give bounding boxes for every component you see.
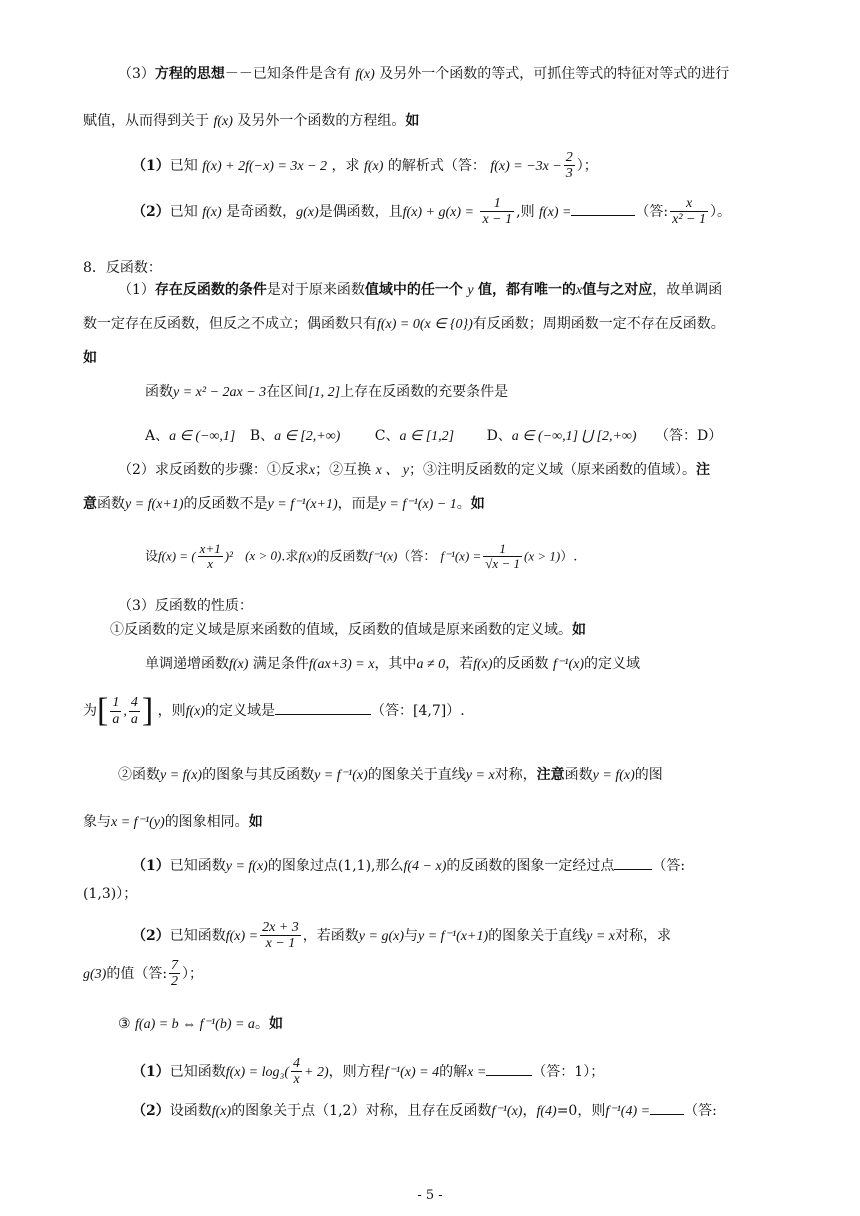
ex4-m2: y = g(x) [358,928,404,944]
s8-2-m3: y = f⁻¹(x) − 1 [379,497,457,512]
s8-2-m2: y = f⁻¹(x+1) [267,497,338,512]
ex5-t3: 的解 [439,1063,468,1080]
s8-3-w2m: f(x) [185,704,206,719]
s8-1-q2: 在区间 [266,384,309,400]
s8-1-options [145,428,722,446]
s8-3-q-line2: 为[ $\frac{1}{a}$ , $\frac{4}{a}$ ] ，则f(x)的定义域是 （答：[4,7]）. [83,692,465,729]
ex4-t5: 对称，求 [615,927,671,944]
s8-3-p2m5: x = f⁻¹(y) [111,815,165,830]
s8-2-afrac [483,542,522,572]
ex1-end: ）； [576,157,598,174]
s8-2-e12: ）. [560,549,578,565]
interval-frac-2 [129,695,140,727]
s8-1-b3: 值，都有唯一的 [478,282,577,298]
ex6-m4: f⁻¹(4) = [605,1104,651,1119]
ex6-t5: （答: [684,1103,717,1119]
ex1-t2: ，求 [331,157,360,174]
s8-3-p2note: 注意 [536,767,565,783]
ex6-m2: f⁻¹(x) [491,1104,523,1119]
s8-3-w4: （答：[4,7]）. [371,703,465,719]
s8-3c-line [118,1016,283,1034]
ex2-fx: f(x) [202,204,222,220]
ex5-num: （1） [132,1063,170,1080]
s8-3-p2g: 象与 [83,814,111,830]
ex3-t2: 的图象过点(1,1),那么 [267,858,404,874]
ex6-t3: ， [522,1103,537,1119]
s8-3-p2m4: y = f(x) [592,768,635,783]
ex4-end: ）； [182,965,204,982]
s8-1-qf: y = x² − 2ax − 3 [173,385,267,400]
s8-1-line2m: f(x) = 0(x ∈ {0}) [377,317,473,332]
ex4-m5: g(3) [83,966,107,982]
s8-3-ru2: 如 [248,814,263,830]
ex3-t4: （答: [652,858,686,874]
ex2-t5: f(x) = [539,204,572,220]
s8-2-afrac-num: 1 [483,542,522,557]
ex3-num: （1） [132,858,170,874]
ex4-t4: 的图象关于直线 [488,927,587,944]
s8-3-q4m: f(x) [473,657,493,672]
ex4-num: （2） [132,927,170,944]
ex1-t1: 已知 [169,157,198,174]
ex6-m3: f(4) [536,1104,557,1119]
s8-2-e7: 的反函数 [316,549,369,565]
ex2-t3: 是偶函数，且 [318,203,403,220]
ex2-ans-num: x [670,196,708,212]
s8-3c-t1: ③ [118,1016,131,1032]
s8-3-p2e: 函数 [564,767,593,783]
s8-1-question [145,384,508,402]
ex6-t4: =0，则 [556,1103,606,1119]
s8-3-q3: ，其中 [374,656,417,672]
ex1-ans: f(x) = −3x − [490,158,562,174]
right-bracket: ] [141,692,154,729]
ex6-line [132,1103,717,1121]
s8-2-e6: f(x) [298,548,317,564]
s8-title: 8．反函数： [83,260,162,276]
ex5-answer-blank[interactable] [486,1075,532,1076]
ex4-ans-num: 7 [171,958,179,973]
ex4-t3: 与 [404,927,418,944]
s8-2-e5: .求 [281,549,299,565]
s8-2-e8: f⁻¹(x) [368,548,398,564]
ex1-eq: f(x) + 2f(−x) = 3x − 2 [202,158,328,174]
s3-ru: 如 [405,113,420,129]
s8-1-answer: （答：D） [655,428,723,444]
s8-1-t3: ，故单调函 [652,282,723,298]
s8-1-qi: [1, 2] [308,385,341,400]
option-d: a ∈ (−∞,1] ⋃ [2,+∞) [511,429,637,444]
s8-3-q5: 的反函数 [492,656,549,672]
ex2-ans-frac [670,196,708,228]
s8-3c-ru: 如 [268,1016,283,1032]
s8-1-line2b: 有反函数；周期函数一定不存在反函数。 [472,316,725,332]
s3-line2a: 赋值，从而得到关于 [83,113,209,129]
s8-3-q1m: f(x) [229,657,249,672]
ex2-ans-den: x² − 1 [672,212,706,228]
interval-frac-1-den: a [112,711,120,727]
ex5-t2: ，则方程 [328,1063,385,1080]
s8-2-e1: 设 [145,549,159,565]
s8-3-answer-blank[interactable] [275,714,371,715]
ex2-frac-num: 1 [480,196,514,212]
s3-dash: －－ [224,66,253,82]
ex4-ans-den: 2 [171,974,179,990]
ex6-answer-blank[interactable] [650,1114,684,1115]
ex4-frac-den: x − 1 [265,936,296,952]
s8-2-x: x [308,463,316,478]
option-c-label: C、 [374,428,400,444]
ex2-t2: 是奇函数， [226,203,297,220]
s8-3-p2m2: y = f⁻¹(x) [314,768,368,783]
s8-3-p2-line2 [83,814,263,832]
s8-2-efrac-num: x+1 [199,541,221,556]
s3-line2 [83,113,419,131]
s8-1-b2: 值域中的任一个 [364,282,463,298]
s8-3c-m1: f(a) = b ⇔ f⁻¹(b) = a [135,1017,255,1032]
ex3-answer-blank[interactable] [614,869,652,870]
s8-1-t2: 值与之对应 [582,282,653,298]
s8-3c-t2: 。 [254,1016,269,1032]
s8-2-t2: ；②互换 [315,462,372,478]
ex1-line [132,150,598,182]
ex3-m1: y = f(x) [225,859,268,874]
ex2-t6: （答: [635,203,669,220]
s8-2-e3: )² [224,548,233,564]
ex5-frac [291,1056,302,1088]
s8-2-m1: y = f(x+1) [125,497,184,512]
s3-line1 [118,66,729,84]
s8-3-p2m3: y = x [465,768,495,783]
ex2-frac [480,196,514,228]
s8-2-line1 [118,462,710,480]
s8-3-p1 [110,622,586,640]
ex1-fx: f(x) [363,158,384,174]
s8-3-p2b: 的图象与其反函数 [202,767,315,783]
s8-3-p2d: 对称， [494,767,537,783]
ex2-gx: g(x) [296,204,319,220]
s8-3-q2: 满足条件 [252,656,309,672]
s8-2-ru: 如 [470,496,485,512]
ex3-t1: 已知函数 [169,858,226,874]
s8-2-efrac-den: x [207,556,214,572]
s8-1-line2a: 数一定存在反函数，但反之不成立；偶函数只有 [83,316,377,332]
ex4-m4: y = x [586,928,615,944]
s8-3-p1-text: ①反函数的定义域是原来函数的值域，反函数的值域是原来函数的定义域。 [110,622,572,638]
interval-frac-1-num: 1 [112,695,120,711]
option-d-label: D、 [486,428,512,444]
s8-1-y: y [467,283,474,298]
s8-3-q4: ，若 [445,656,474,672]
s8-1-line2 [83,316,725,334]
ex2-t1: 已知 [169,203,198,220]
s3-text2: 及另外一个函数的等式，可抓住等式的特征对等式的进行 [379,66,730,82]
ex4-ans-frac [169,958,180,990]
s8-2-t5: ，而是 [337,496,380,512]
s8-1-t1: 是对于原来函数 [266,282,365,298]
s8-2-t6: 。 [456,496,471,512]
s8-2-afrac-den: √x − 1 [485,556,520,572]
ex2-end: ）。 [710,203,731,220]
s8-3-q1: 单调递增函数 [145,656,229,672]
s3-fx: f(x) [355,67,375,82]
ex2-answer-blank[interactable] [571,215,635,216]
ex2-frac-den: x − 1 [482,212,513,228]
s8-1-prefix: （1） [118,282,155,298]
s8-3-w1: 为 [83,703,97,719]
ex1-frac-den: 3 [565,166,573,182]
s8-2-t1: （2）求反函数的步骤：①反求 [118,462,309,478]
s3-line2b: 及另外一个函数的方程组。 [237,113,406,129]
ex2-line [132,196,731,228]
s8-2-line2b: 函数 [97,496,125,512]
ex5-t4: （答：1）； [532,1063,605,1080]
ex1-frac-num: 2 [565,150,573,165]
ex6-t2: 的图象关于点（1,2）对称，且存在反函数 [231,1103,492,1119]
s8-3-q6: 的定义域 [584,656,641,672]
s8-3-p2m1: y = f(x) [160,768,203,783]
option-b: a ∈ [2,+∞) [274,429,341,444]
option-b-label: B、 [249,428,275,444]
ex3-line1 [132,858,685,876]
s8-3-ru: 如 [572,622,586,638]
s8-2-note: 注 [696,462,711,478]
interval-frac-2-den: a [130,711,138,727]
s8-1-q1: 函数 [145,384,173,400]
s8-3-p2h: 的图象相同。 [164,814,249,830]
interval-frac-2-num: 4 [130,695,138,711]
s8-1-line1 [118,282,722,300]
s8-3-w2: ，则 [157,703,186,719]
ex5-frac-num: 4 [293,1056,301,1071]
ex6-num: （2） [132,1103,170,1119]
option-c: a ∈ [1,2] [399,429,455,444]
s3-title: 方程的思想 [154,66,225,82]
s8-2-e11: (x > 1) [523,548,561,564]
ex4-m3: y = f⁻¹(x+1) [418,928,489,944]
ex1-num: （1） [132,157,170,174]
s8-2-t3: ；③注明反函数的定义域（原来函数的值域）。 [409,462,697,478]
ex5-m1: f(x) = log₃( [225,1064,290,1080]
s8-2-t4: 的反函数不是 [183,496,268,512]
option-a-label: A、 [145,428,170,444]
s8-3-title: （3）反函数的性质： [118,598,253,614]
ex5-m2: + 2) [304,1064,329,1080]
s8-3-p2-line1 [118,767,663,785]
ex2-t4: ,则 [516,203,535,220]
s8-3-q5m: f⁻¹(x) [553,657,585,672]
s3-prefix: （3） [118,66,155,82]
ex3-line2: (1,3)）； [83,886,138,902]
ex6-t1: 设函数 [169,1103,212,1119]
ex5-line [132,1056,604,1088]
ex4-t6: 的值（答: [106,965,168,982]
ex2-eq: f(x) + g(x) = [402,204,475,220]
s8-1-q3: 上存在反函数的充要条件是 [340,384,509,400]
ex4-t2: ，若函数 [302,927,359,944]
ex5-m3: f⁻¹(x) = 4 [384,1064,440,1080]
page-number: - 5 - [417,1188,443,1203]
s8-3-q-line1 [145,656,640,674]
ex5-frac-den: x [293,1072,300,1088]
s8-2-e4: (x > 0) [245,548,282,564]
s8-2-e9: （答： [397,549,437,565]
ex4-m1: f(x) = [225,928,259,944]
ex3-m2: f(4 − x) [403,859,447,874]
left-bracket: [ [97,692,109,729]
interval-frac-1 [110,695,121,727]
s8-2-line2 [83,496,485,514]
s8-3-w3: 的定义域是 [205,703,276,719]
s3-fx-2: f(x) [213,114,233,129]
ex5-t1: 已知函数 [169,1063,226,1080]
s8-2-efrac [198,542,223,572]
ex1-frac [564,150,575,182]
s8-3-p2f: 的图 [634,767,663,783]
s3-text1: 已知条件是含有 [252,66,351,82]
ex1-t3: 的解析式（答： [387,157,486,174]
s8-2-line2a: 意 [83,496,97,512]
option-a: a ∈ (−∞,1] [169,429,236,444]
s8-3-p2a: ②函数 [118,767,160,783]
ex4-line2 [83,958,203,990]
ex4-line1 [132,920,671,952]
s8-1-ru: 如 [83,350,97,366]
s8-3-q2m: f(ax+3) = x [308,657,375,672]
s8-1-b1: 存在反函数的条件 [154,282,267,298]
ex4-frac [260,920,301,952]
s8-2-e10: f⁻¹(x) = [440,548,482,564]
ex2-num: （2） [132,203,170,220]
ex4-frac-num: 2x + 3 [262,920,299,935]
ex6-m1: f(x) [211,1104,232,1119]
s8-1-x: x [576,283,583,298]
s8-3-q3m: a ≠ 0 [416,657,446,672]
ex4-t1: 已知函数 [169,927,226,944]
s8-2-e2: f(x) = ( [158,548,196,564]
s8-2-example [145,542,577,572]
s8-3-p2c: 的图象关于直线 [367,767,466,783]
s8-2-xy: x 、 y [375,463,410,478]
ex5-m4: x = [467,1064,487,1080]
ex3-t3: 的反函数的图象一定经过点 [446,858,615,874]
